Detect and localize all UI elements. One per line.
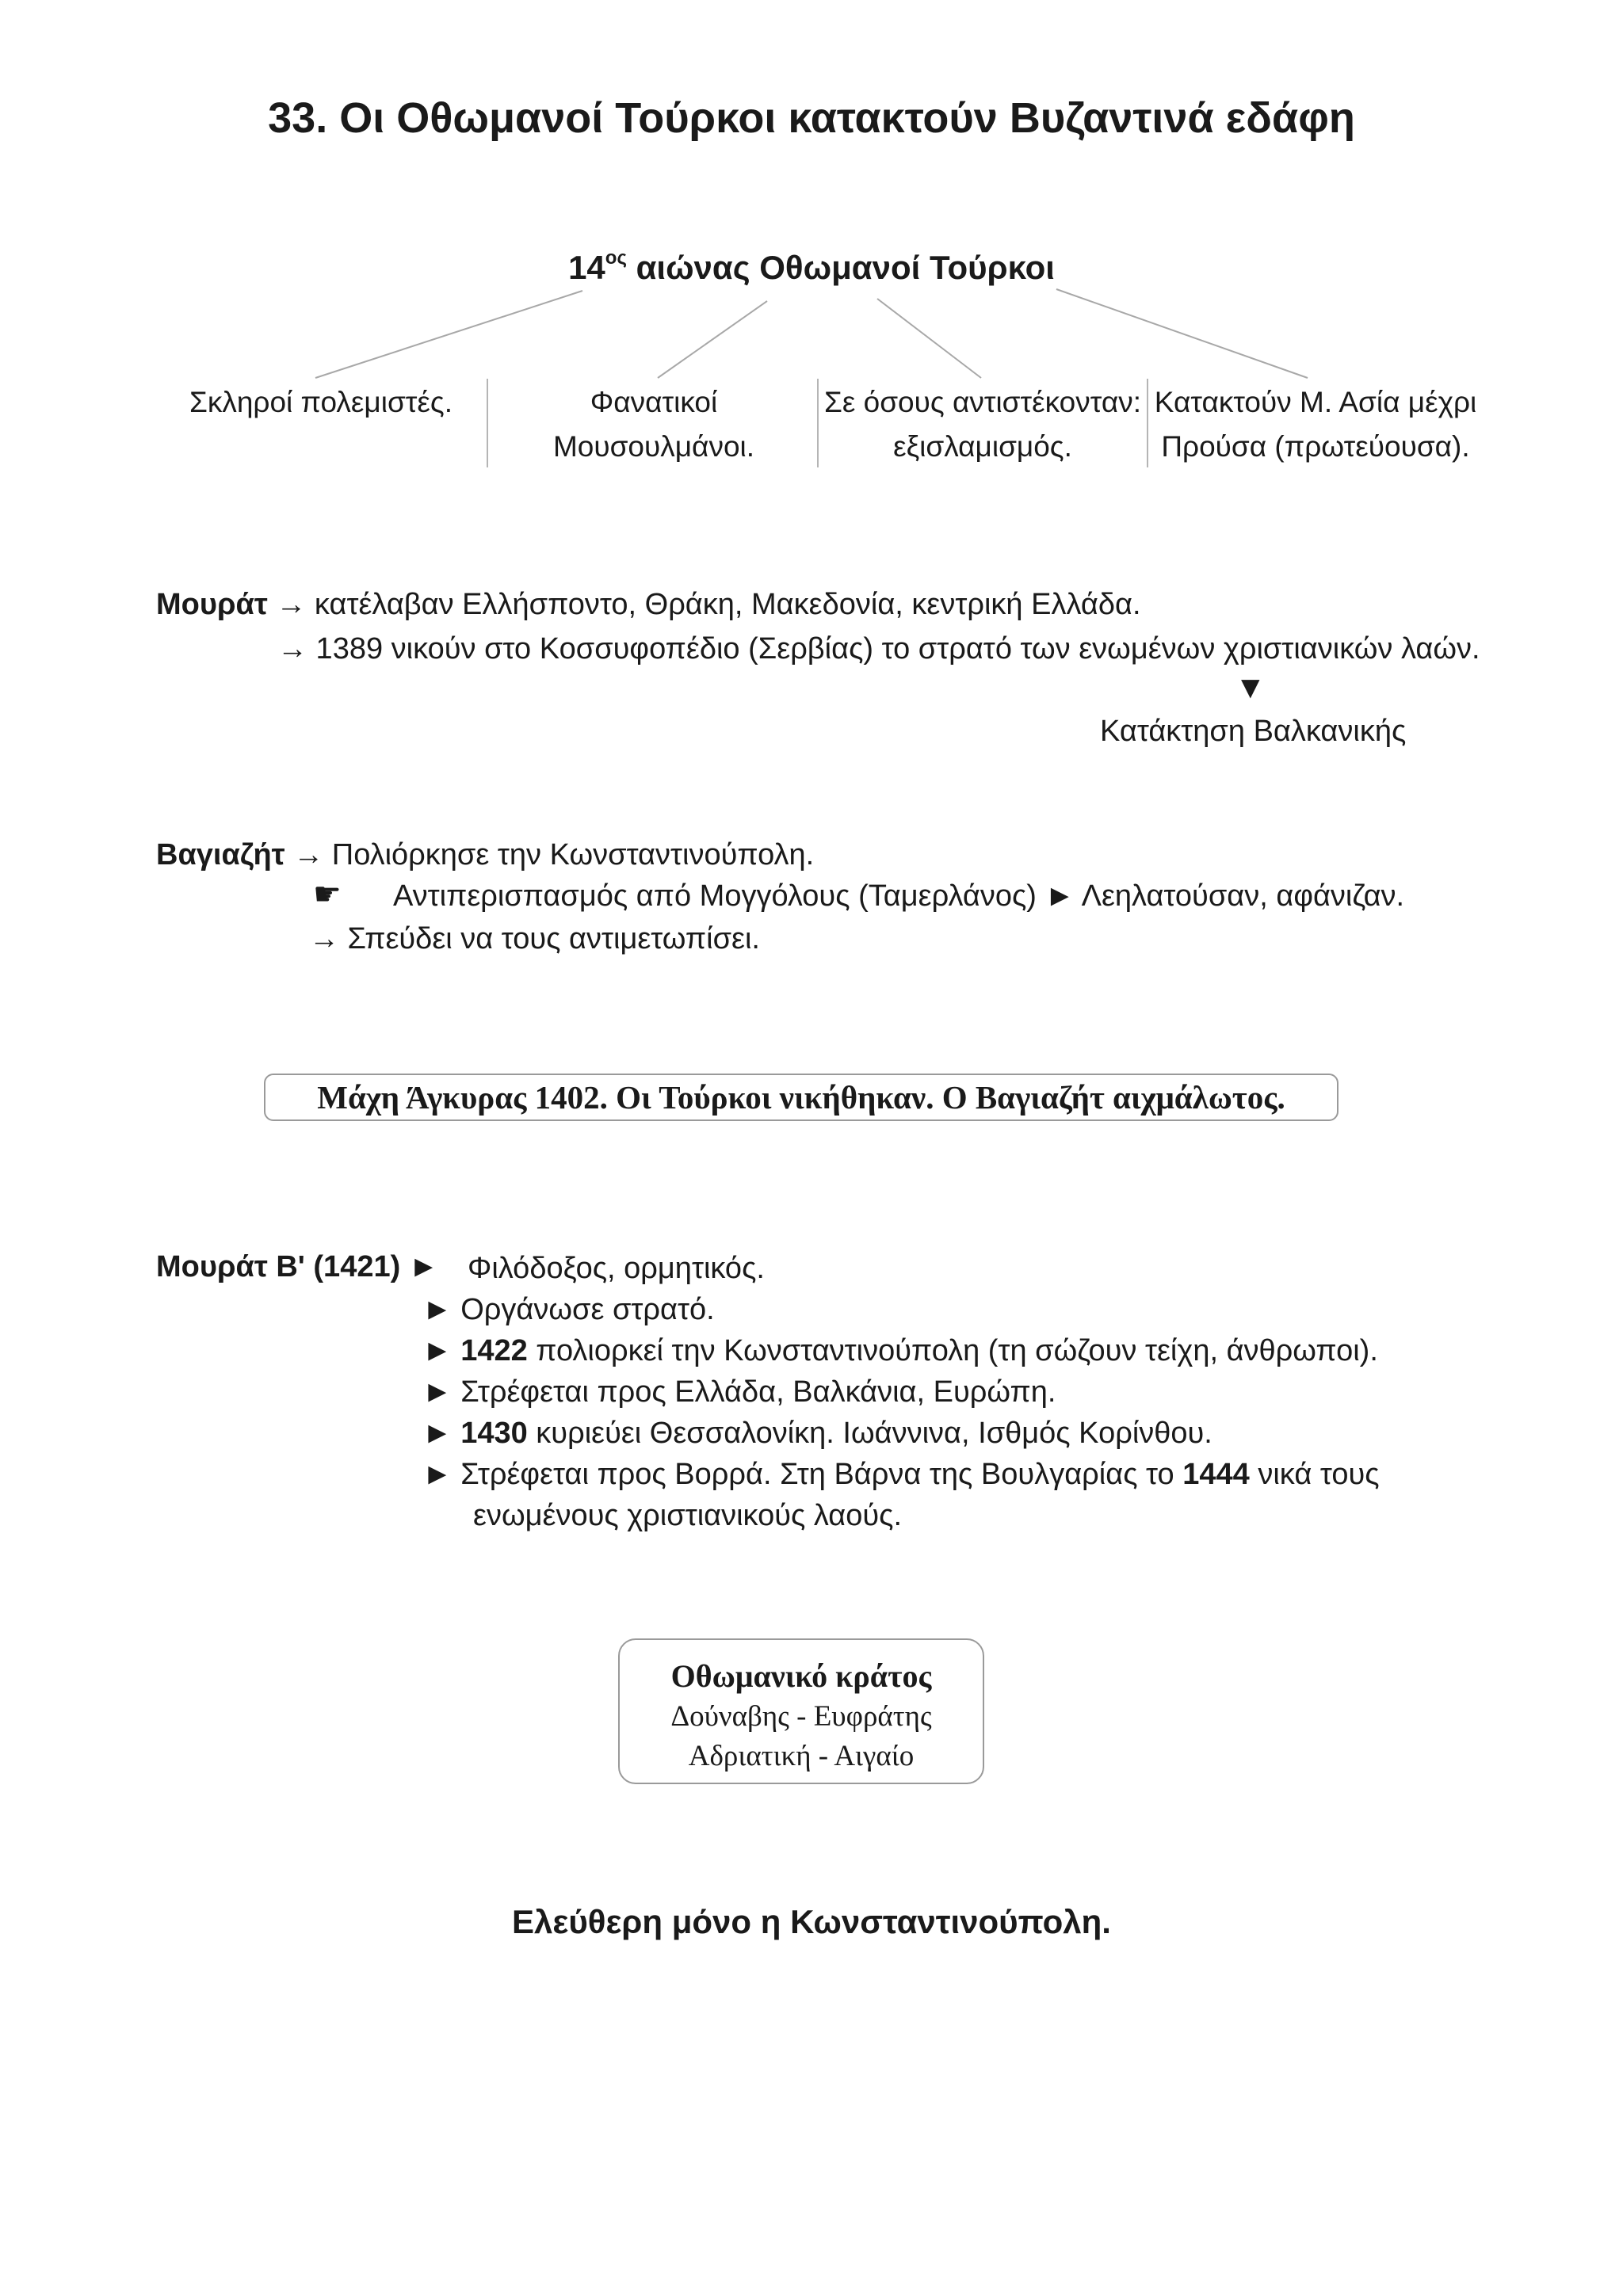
century-text: αιώνας Οθωμανοί Τούρκοι [636,249,1055,286]
murat2-item: Φιλόδοξος, ορμητικός. [468,1252,765,1285]
bayezid-line-2: Αντιπερισπασμός από Μογγόλους (Ταμερλάνος) ► Λεηλατούσαν, αφάνιζαν. [393,879,1405,913]
connector-2 [658,301,767,378]
arrow-icon: ► [422,1417,453,1450]
pointing-hand-icon: ☛ [313,877,342,912]
arrow-icon: ► [422,1293,453,1326]
murat2-heading [156,1250,438,1284]
murat2-name: Μουράτ Β' (1421) [156,1250,401,1283]
bayezid-line-1: Βαγιαζήτ → Πολιόρκησε την Κωνσταντινούπολη. [156,838,815,871]
ottoman-state-bounds-2: Αδριατική - Αιγαίο [688,1740,915,1772]
century-ordinal: ος [605,247,627,269]
murat-line-2: → 1389 νικούν στο Κοσσυφοπέδιο (Σερβίας) το στρατό των ενωμένων χριστιανικών λαών. [277,632,1480,666]
branch-warriors: Σκληροί πολεμιστές. [189,386,453,418]
branch-divider [487,379,488,467]
murat2-item: ► 1430 κυριεύει Θεσσαλονίκη. Ιωάννινα, Ισθμός Κορίνθου. [422,1417,1212,1450]
arrow-icon: ► [422,1375,453,1409]
century-number: 14 [568,249,605,286]
ottoman-state-title: Οθωμανικό κράτος [670,1658,932,1694]
closing-statement: Ελεύθερη μόνο η Κωνσταντινούπολη. [512,1903,1111,1940]
down-triangle-icon: ▼ [1235,670,1266,705]
ottoman-state-bounds-1: Δούναβης - Ευφράτης [670,1700,932,1733]
bayezid-name: Βαγιαζήτ [156,838,285,871]
branch-fanatics: Φανατικοί Μουσουλμάνοι. [552,386,755,463]
murat-line-1: Μουράτ → κατέλαβαν Ελλήσποντο, Θράκη, Μακεδονία, κεντρική Ελλάδα. [156,588,1141,621]
balkan-conquest: Κατάκτηση Βαλκανικής [1100,715,1407,748]
branch-connectors [0,0,1623,396]
branch-islamization: Σε όσους αντιστέκονταν: εξισλαμισμός. [823,386,1142,463]
bayezid-line-3: → Σπεύδει να τους αντιμετωπίσει. [309,922,760,955]
arrow-icon: ► [422,1458,453,1491]
branch-divider [817,379,819,467]
murat2-item: ► Οργάνωσε στρατό. [422,1293,715,1326]
murat2-item: ► 1422 πολιορκεί την Κωνσταντινούπολη (τη σώζουν τείχη, άνθρωποι). [422,1334,1378,1367]
murat2-item: ► Στρέφεται προς Ελλάδα, Βαλκάνια, Ευρώπη. [422,1375,1056,1409]
ankara-battle-box: Μάχη Άγκυρας 1402. Οι Τούρκοι νικήθηκαν. Ο Βαγιαζήτ αιχμάλωτος. [264,1074,1338,1121]
branch-asia-minor: Κατακτούν Μ. Ασία μέχρι Προύσα (πρωτεύουσα). [1154,386,1477,463]
murat-name: Μουράτ [156,588,268,621]
arrow-icon: ► [408,1250,439,1283]
murat2-item-continuation: ενωμένους χριστιανικούς λαούς. [473,1499,903,1532]
page-title: 33. Οι Οθωμανοί Τούρκοι κατακτούν Βυζαντινά εδάφη [268,94,1355,142]
ottoman-state-box [618,1638,984,1784]
connector-3 [877,299,981,378]
connector-4 [1056,289,1308,378]
arrow-icon: ► [422,1334,453,1367]
branch-divider [1147,379,1148,467]
connector-1 [315,291,582,378]
murat2-item: ► Στρέφεται προς Βορρά. Στη Βάρνα της Βουλγαρίας το 1444 νικά τους [422,1458,1380,1491]
